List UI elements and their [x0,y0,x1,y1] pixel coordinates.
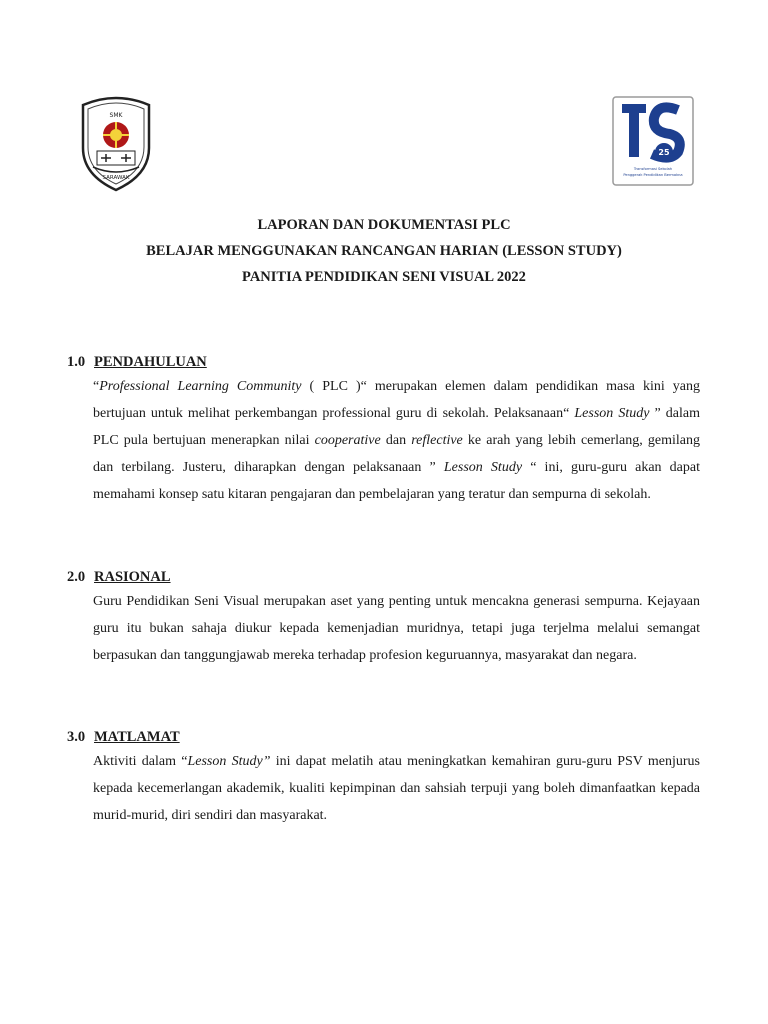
section-number: 3.0 [67,729,86,745]
svg-text:Penggerak Pendidikan Bermakna: Penggerak Pendidikan Bermakna [623,173,683,177]
document-title [0,212,768,290]
section-body: “Professional Learning Community ( PLC )“ merupakan elemen dalam pendidikan masa kini yang bertujuan untuk melihat perkembangan professional guru di sekolah. Pelaksanaan“ Lesson Study ” dalam PLC pula bertujuan menerapkan nilai cooperative dan reflective ke arah yang lebih cemerlang, gemilang dan terbilang. Justeru, diharapkan dengan pelaksanaan ” Lesson Study “ ini, guru-guru akan dapat memahami konsep satu kitaran pengajaran dan pembelajaran yang teratur dan sempurna di sekolah. [93,379,701,502]
title-line-3: PANITIA PENDIDIKAN SENI VISUAL 2022 [242,269,526,285]
section-body: Aktiviti dalam “Lesson Study” ini dapat melatih atau meningkatkan kemahiran guru-guru PSV menjurus kepada kecemerlangan akademik, kualiti kepimpinan dan sahsiah terpuji yang boleh dimanfaatkan kepada murid-murid, diri sendiri dan masyarakat. [93,754,700,823]
section-heading [67,566,700,588]
section-title: RASIONAL [94,569,171,585]
title-line-1: LAPORAN DAN DOKUMENTASI PLC [257,217,511,233]
section-heading [67,726,700,748]
svg-text:SARAWAK: SARAWAK [102,175,130,181]
section-rasional [67,566,700,669]
svg-text:SMK: SMK [109,112,123,119]
svg-text:25: 25 [658,148,670,157]
school-crest-logo [77,93,155,193]
title-line-2: BELAJAR MENGGUNAKAN RANCANGAN HARIAN (LESSON STUDY) [146,243,622,259]
svg-text:Transformasi Sekolah: Transformasi Sekolah [633,167,673,171]
section-heading [67,351,700,373]
ts25-logo [612,96,694,186]
section-number: 1.0 [67,354,86,370]
section-pendahuluan [67,351,700,508]
section-matlamat [67,726,700,829]
section-title: MATLAMAT [94,729,180,745]
section-number: 2.0 [67,569,86,585]
section-body: Guru Pendidikan Seni Visual merupakan aset yang penting untuk mencakna generasi sempurna. Kejayaan guru itu bukan sahaja diukur kepada kemenjadian muridnya, tetapi juga terjelma melalui semangat berpasukan dan tanggungjawab mereka terhadap profesion keguruannya, masyarakat dan negara. [93,594,700,663]
section-title: PENDAHULUAN [94,354,207,370]
